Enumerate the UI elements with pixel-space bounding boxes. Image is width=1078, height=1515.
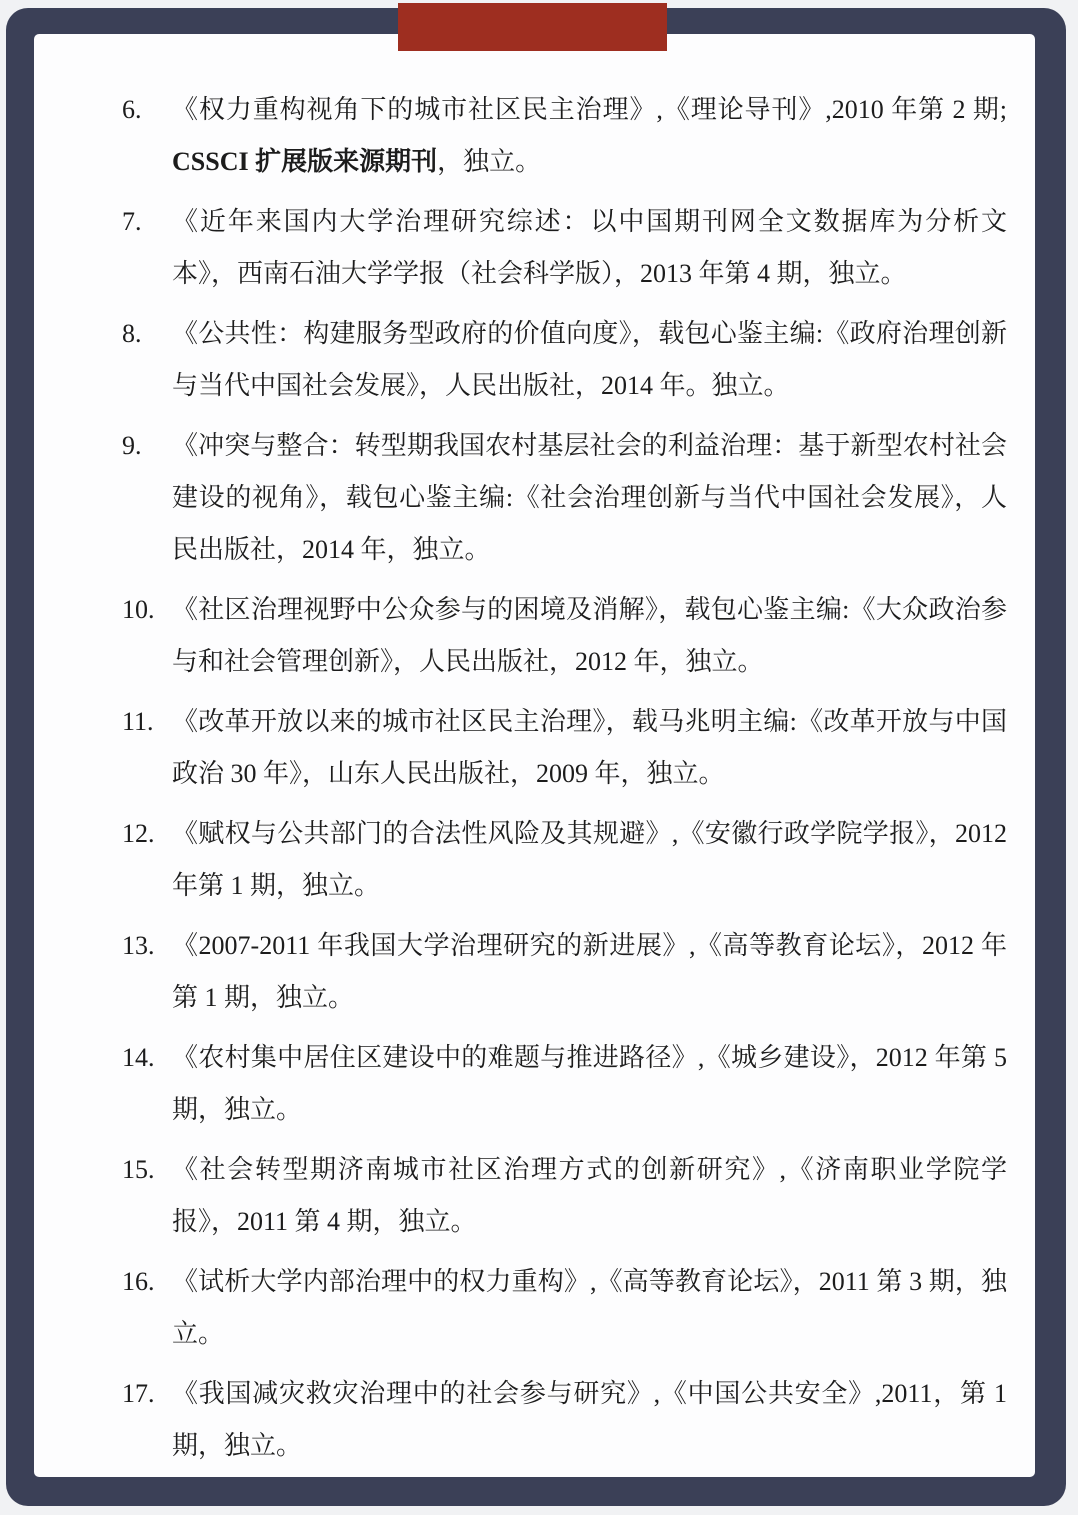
item-text bbox=[172, 1144, 1007, 1248]
item-number: 16. bbox=[122, 1267, 155, 1296]
item-text-pre: 《我国减灾救灾治理中的社会参与研究》,《中国公共安全》,2011，第 1 期，独立。 bbox=[172, 1379, 1007, 1460]
item-number: 7. bbox=[122, 207, 142, 236]
item-text-pre: 《近年来国内大学治理研究综述：以中国期刊网全文数据库为分析文本》，西南石油大学学报（社会科学版），2013 年第 4 期，独立。 bbox=[172, 207, 1007, 288]
item-text-pre: 《冲突与整合：转型期我国农村基层社会的利益治理：基于新型农村社会建设的视角》，载包心鉴主编:《社会治理创新与当代中国社会发展》，人民出版社，2014 年，独立。 bbox=[172, 431, 1007, 564]
item-number: 14. bbox=[122, 1043, 155, 1072]
list-item bbox=[122, 920, 1007, 1024]
list-item bbox=[122, 420, 1007, 576]
item-text bbox=[172, 808, 1007, 912]
item-text-pre: 《公共性：构建服务型政府的价值向度》，载包心鉴主编:《政府治理创新与当代中国社会发展》，人民出版社，2014 年。独立。 bbox=[172, 319, 1007, 400]
item-text bbox=[172, 584, 1007, 688]
item-text-post: ，独立。 bbox=[437, 147, 542, 176]
item-text bbox=[172, 920, 1007, 1024]
item-text bbox=[172, 196, 1007, 300]
item-text bbox=[172, 84, 1007, 188]
item-text-bold: CSSCI 扩展版来源期刊 bbox=[172, 147, 438, 176]
red-bookmark-tab bbox=[398, 3, 667, 51]
item-number: 10. bbox=[122, 595, 155, 624]
list-item bbox=[122, 1032, 1007, 1136]
list-item bbox=[122, 84, 1007, 188]
list-item bbox=[122, 308, 1007, 412]
item-number: 12. bbox=[122, 819, 155, 848]
item-text-pre: 《权力重构视角下的城市社区民主治理》,《理论导刊》,2010 年第 2 期; bbox=[172, 95, 1007, 124]
item-number: 9. bbox=[122, 431, 142, 460]
item-text-pre: 《社区治理视野中公众参与的困境及消解》，载包心鉴主编:《大众政治参与和社会管理创新》，人民出版社，2012 年，独立。 bbox=[172, 595, 1007, 676]
item-text bbox=[172, 308, 1007, 412]
item-number: 13. bbox=[122, 931, 155, 960]
item-number: 11. bbox=[122, 707, 154, 736]
item-text-pre: 《赋权与公共部门的合法性风险及其规避》,《安徽行政学院学报》，2012 年第 1 期，独立。 bbox=[172, 819, 1007, 900]
item-text bbox=[172, 1032, 1007, 1136]
list-item bbox=[122, 1144, 1007, 1248]
item-number: 15. bbox=[122, 1155, 155, 1184]
item-number: 6. bbox=[122, 95, 142, 124]
item-text-pre: 《2007-2011 年我国大学治理研究的新进展》,《高等教育论坛》，2012 年第 1 期，独立。 bbox=[172, 931, 1007, 1012]
item-text-pre: 《社会转型期济南城市社区治理方式的创新研究》,《济南职业学院学报》，2011 第 4 期，独立。 bbox=[172, 1155, 1007, 1236]
item-text bbox=[172, 696, 1007, 800]
page-frame bbox=[6, 8, 1066, 1506]
list-item bbox=[122, 808, 1007, 912]
list-item bbox=[122, 1256, 1007, 1360]
list-item bbox=[122, 196, 1007, 300]
list-item bbox=[122, 696, 1007, 800]
item-text bbox=[172, 1368, 1007, 1472]
item-text-pre: 《试析大学内部治理中的权力重构》,《高等教育论坛》，2011 第 3 期，独立。 bbox=[172, 1267, 1007, 1348]
item-text bbox=[172, 420, 1007, 576]
publication-list bbox=[34, 34, 1035, 1472]
item-text bbox=[172, 1256, 1007, 1360]
item-number: 17. bbox=[122, 1379, 155, 1408]
item-number: 8. bbox=[122, 319, 142, 348]
item-text-pre: 《改革开放以来的城市社区民主治理》，载马兆明主编:《改革开放与中国政治 30 年》，山东人民出版社，2009 年，独立。 bbox=[172, 707, 1007, 788]
list-item bbox=[122, 584, 1007, 688]
page-paper bbox=[34, 34, 1035, 1477]
list-item bbox=[122, 1368, 1007, 1472]
item-text-pre: 《农村集中居住区建设中的难题与推进路径》,《城乡建设》，2012 年第 5 期，独立。 bbox=[172, 1043, 1007, 1124]
